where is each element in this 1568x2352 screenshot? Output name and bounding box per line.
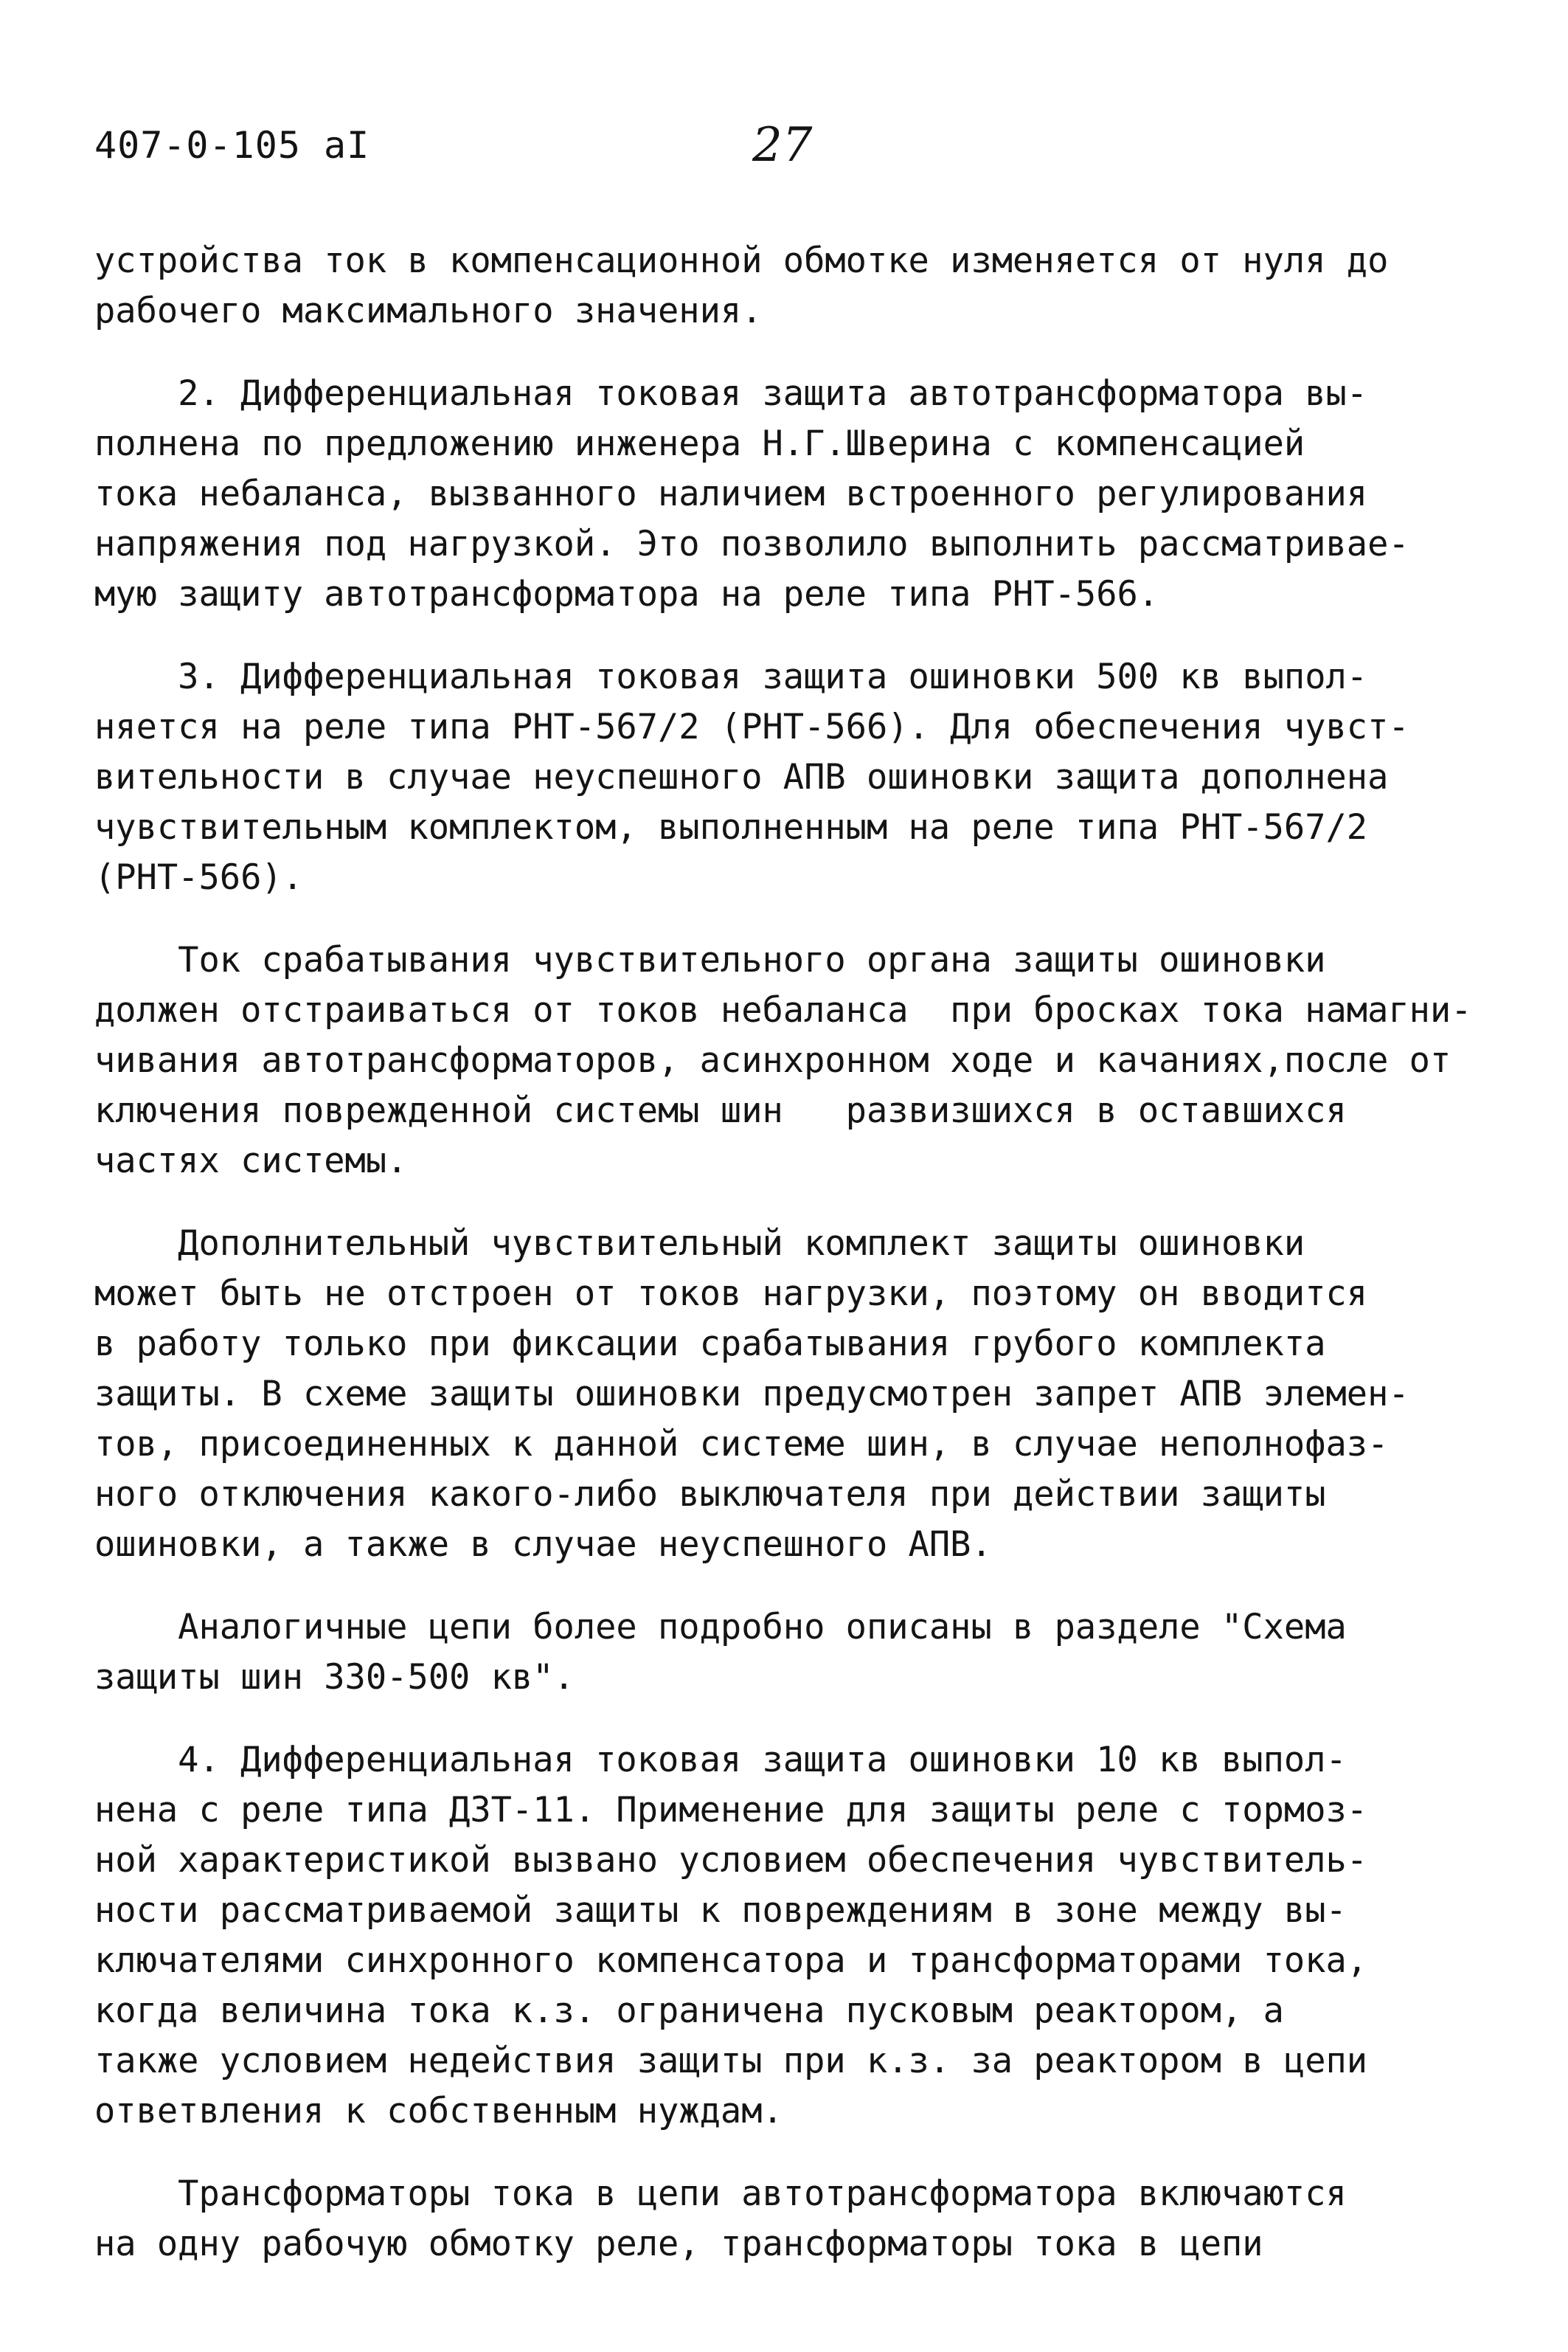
document-body bbox=[94, 236, 1496, 2302]
text-line: ответвления к собственным нуждам. bbox=[94, 2091, 783, 2131]
paragraph bbox=[94, 2169, 1496, 2269]
text-line: также условием недействия защиты при к.з. за реактором в цепи bbox=[94, 2041, 1368, 2081]
paragraph bbox=[94, 935, 1496, 1186]
text-line: нена с реле типа ДЗТ-11. Применение для защиты реле с тормоз- bbox=[94, 1790, 1368, 1830]
text-line: должен отстраиваться от токов небаланса при бросках тока намагни- bbox=[94, 990, 1472, 1031]
text-line: защиты шин 330-500 кв". bbox=[94, 1657, 575, 1698]
paragraph bbox=[94, 1735, 1496, 2137]
text-line: чувствительным комплектом, выполненным на реле типа РНТ-567/2 bbox=[94, 807, 1368, 848]
text-line: 2. Дифференциальная токовая защита автотрансформатора вы- bbox=[94, 373, 1368, 414]
text-line: на одну рабочую обмотку реле, трансформаторы тока в цепи bbox=[94, 2224, 1263, 2264]
text-line: рабочего максимального значения. bbox=[94, 291, 763, 331]
text-line: 3. Дифференциальная токовая защита ошиновки 500 кв выпол- bbox=[94, 657, 1368, 697]
text-line: может быть не отстроен от токов нагрузки, поэтому он вводится bbox=[94, 1273, 1368, 1314]
page-number: 27 bbox=[752, 118, 813, 173]
text-line: ошиновки, а также в случае неуспешного АПВ. bbox=[94, 1524, 992, 1565]
text-line: ключения поврежденной системы шин развизшихся в оставшихся bbox=[94, 1090, 1347, 1131]
paragraph bbox=[94, 1602, 1496, 1703]
paragraph bbox=[94, 1219, 1496, 1570]
text-line: ного отключения какого-либо выключателя при действии защиты bbox=[94, 1474, 1326, 1515]
text-line: частях системы. bbox=[94, 1141, 408, 1181]
text-line: вительности в случае неуспешного АПВ ошиновки защита дополнена bbox=[94, 757, 1389, 798]
document-code: 407-0-105 аI bbox=[94, 124, 370, 167]
text-line: Ток срабатывания чувствительного органа защиты ошиновки bbox=[94, 940, 1326, 980]
text-line: мую защиту автотрансформатора на реле типа РНТ-566. bbox=[94, 574, 1159, 615]
paragraph bbox=[94, 369, 1496, 620]
text-line: напряжения под нагрузкой. Это позволило выполнить рассматривае- bbox=[94, 524, 1409, 564]
text-line: тов, присоединенных к данной системе шин, в случае неполнофаз- bbox=[94, 1424, 1389, 1464]
text-line: ности рассматриваемой защиты к повреждениям в зоне между вы- bbox=[94, 1890, 1347, 1931]
text-line: когда величина тока к.з. ограничена пусковым реактором, а bbox=[94, 1990, 1284, 2031]
text-line: полнена по предложению инженера Н.Г.Шверина с компенсацией bbox=[94, 423, 1305, 464]
text-line: няется на реле типа РНТ-567/2 (РНТ-566). Для обеспечения чувст- bbox=[94, 707, 1409, 747]
text-line: чивания автотрансформаторов, асинхронном ходе и качаниях,после от bbox=[94, 1040, 1451, 1081]
text-line: Трансформаторы тока в цепи автотрансформатора включаются bbox=[94, 2173, 1347, 2214]
text-line: ной характеристикой вызвано условием обеспечения чувствитель- bbox=[94, 1840, 1368, 1881]
text-line: защиты. В схеме защиты ошиновки предусмотрен запрет АПВ элемен- bbox=[94, 1374, 1409, 1414]
text-line: ключателями синхронного компенсатора и трансформаторами тока, bbox=[94, 1940, 1368, 1981]
text-line: Аналогичные цепи более подробно описаны в разделе "Схема bbox=[94, 1607, 1347, 1647]
text-line: Дополнительный чувствительный комплект защиты ошиновки bbox=[94, 1223, 1305, 1264]
text-line: тока небаланса, вызванного наличием встроенного регулирования bbox=[94, 474, 1368, 514]
paragraph bbox=[94, 652, 1496, 903]
text-line: (РНТ-566). bbox=[94, 857, 303, 898]
text-line: 4. Дифференциальная токовая защита ошиновки 10 кв выпол- bbox=[94, 1740, 1347, 1780]
text-line: в работу только при фиксации срабатывания грубого комплекта bbox=[94, 1324, 1326, 1364]
paragraph bbox=[94, 236, 1496, 336]
text-line: устройства ток в компенсационной обмотке изменяется от нуля до bbox=[94, 241, 1389, 281]
